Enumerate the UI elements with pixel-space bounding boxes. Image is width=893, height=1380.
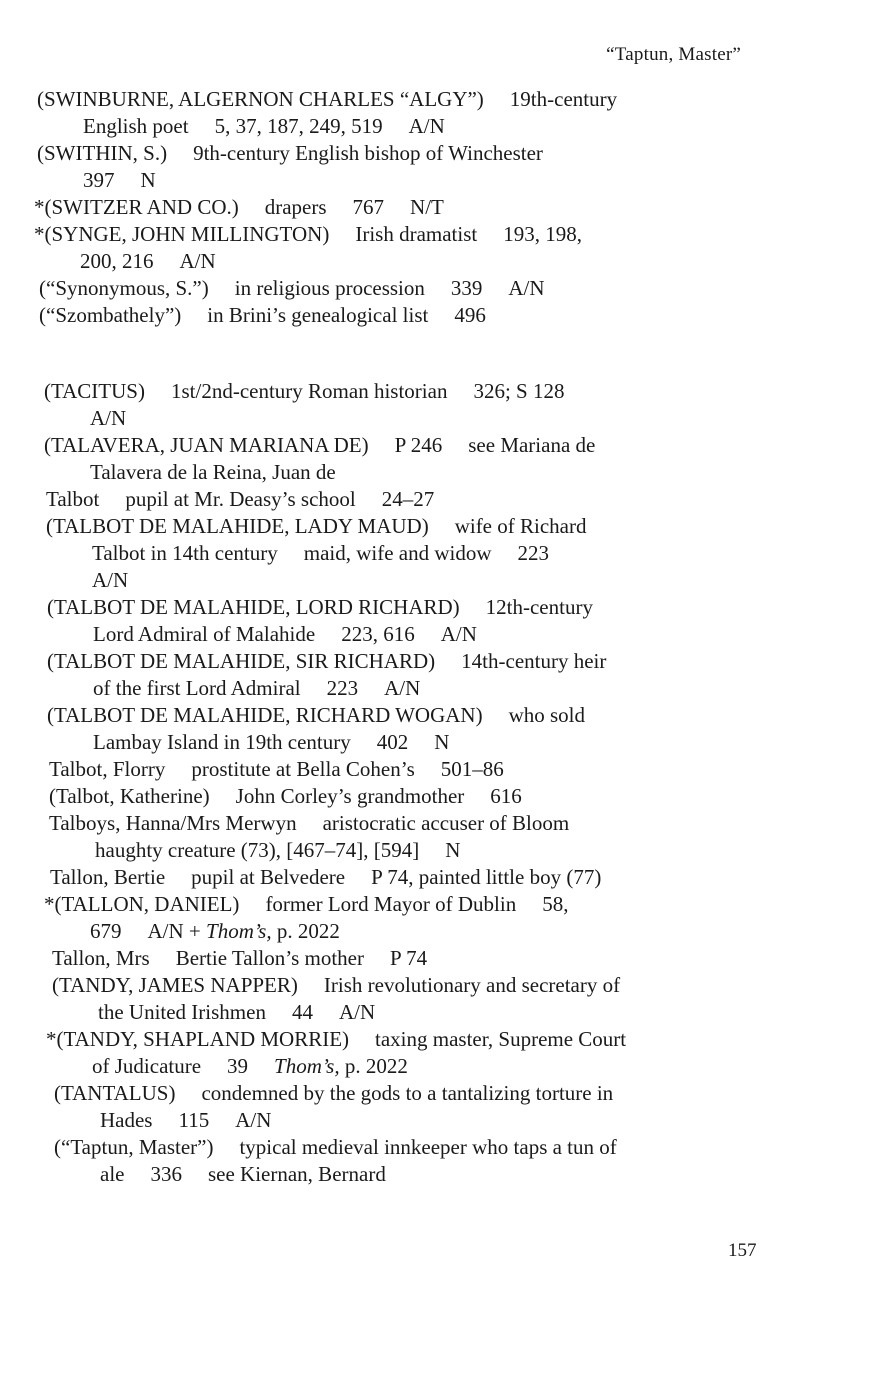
- entry-continuation-line: [47, 621, 893, 648]
- entry-term: 397: [83, 168, 115, 192]
- index-entry: [0, 378, 893, 432]
- entry-continuation-line: [37, 167, 893, 194]
- entry-heading-line: [44, 891, 893, 918]
- entry-heading-line: [46, 1026, 893, 1053]
- entry-field: A/N: [179, 249, 216, 273]
- entry-heading-line: [50, 864, 893, 891]
- index-entry: [0, 486, 893, 513]
- entry-heading-line: [44, 378, 893, 405]
- entry-continuation-line: [46, 540, 893, 567]
- index-entry: [0, 810, 893, 864]
- index-entry: [0, 864, 893, 891]
- entry-field: P 246: [394, 433, 443, 457]
- entry-heading-line: [34, 194, 893, 221]
- index-entry: [0, 1080, 893, 1134]
- entry-heading-line: [39, 302, 893, 329]
- index-entry: [0, 891, 893, 945]
- entry-heading-line: [46, 513, 893, 540]
- entry-term: (TALBOT DE MALAHIDE, RICHARD WOGAN): [47, 703, 483, 727]
- entry-field: condemned by the gods to a tantalizing torture in: [201, 1081, 614, 1105]
- entry-field: N: [140, 168, 156, 192]
- entry-continuation-line: [47, 729, 893, 756]
- entry-term: Hades: [100, 1108, 153, 1132]
- index-section-t: [0, 378, 893, 1188]
- entry-heading-line: [52, 945, 893, 972]
- entry-field: taxing master, Supreme Court: [375, 1027, 627, 1051]
- entry-field: aristocratic accuser of Bloom: [322, 811, 570, 835]
- entry-term: Talbot, Florry: [49, 757, 166, 781]
- entry-field: 767: [352, 195, 385, 219]
- entry-field: in religious procession: [234, 276, 425, 300]
- entry-heading-line: [34, 221, 893, 248]
- entry-continuation-line: [49, 837, 893, 864]
- entry-field: 336: [150, 1162, 182, 1186]
- entry-field: prostitute at Bella Cohen’s: [191, 757, 415, 781]
- entry-term: *(SWITZER AND CO.): [34, 195, 239, 219]
- entry-term: 200, 216: [80, 249, 154, 273]
- entry-field: Thom’s, p. 2022: [274, 1054, 408, 1078]
- entry-heading-line: [52, 972, 893, 999]
- index-section-s: [0, 86, 893, 329]
- entry-field: 39: [227, 1054, 249, 1078]
- entry-term: *(TANDY, SHAPLAND MORRIE): [46, 1027, 350, 1051]
- entry-heading-line: [49, 810, 893, 837]
- index-entry: [0, 275, 893, 302]
- entry-heading-line: [47, 594, 893, 621]
- entry-term: (TALBOT DE MALAHIDE, LADY MAUD): [46, 514, 429, 538]
- entry-term: ale: [100, 1162, 125, 1186]
- entry-field: A/N +: [147, 919, 207, 943]
- entry-continuation-line: [46, 1053, 893, 1080]
- entry-field: 12th-century: [485, 595, 593, 619]
- index-entry: [0, 972, 893, 1026]
- entry-field: who sold: [508, 703, 586, 727]
- entry-field: A/N: [508, 276, 545, 300]
- entry-field: 402: [376, 730, 409, 754]
- entry-heading-line: [39, 275, 893, 302]
- index-entry: [0, 140, 893, 194]
- index-entry: [0, 1026, 893, 1080]
- entry-field: A/N: [384, 676, 421, 700]
- entry-field: P 74: [389, 946, 428, 970]
- entry-heading-line: [49, 756, 893, 783]
- index-entry: [0, 86, 893, 140]
- entry-term: (“Szombathely”): [39, 303, 182, 327]
- entry-field: A/N: [338, 1000, 376, 1024]
- entry-field: drapers: [264, 195, 327, 219]
- index-entry: [0, 221, 893, 275]
- entry-term: (TALBOT DE MALAHIDE, LORD RICHARD): [47, 595, 460, 619]
- entry-term: (TALBOT DE MALAHIDE, SIR RICHARD): [47, 649, 436, 673]
- entry-term: (TACITUS): [44, 379, 145, 403]
- index-entry: [0, 783, 893, 810]
- entry-field: in Brini’s genealogical list: [207, 303, 429, 327]
- index-entry: [0, 432, 893, 486]
- entry-field: 496: [454, 303, 486, 327]
- entry-heading-line: [46, 486, 893, 513]
- entry-field: Bertie Tallon’s mother: [175, 946, 364, 970]
- entry-field: pupil at Mr. Deasy’s school: [125, 487, 356, 511]
- entry-term: *(TALLON, DANIEL): [44, 892, 240, 916]
- entry-continuation-line: [34, 248, 893, 275]
- entry-field: N: [445, 838, 461, 862]
- entry-continuation-line: [54, 1161, 893, 1188]
- entry-heading-line: [37, 86, 893, 113]
- entry-field: 223, 616: [341, 622, 415, 646]
- entry-term: (SWINBURNE, ALGERNON CHARLES “ALGY”): [37, 87, 484, 111]
- italic-title: Thom’s,: [274, 1054, 340, 1078]
- entry-field: 339: [450, 276, 483, 300]
- entry-term: (“Taptun, Master”): [54, 1135, 214, 1159]
- entry-field: P 74, painted little boy (77): [371, 865, 602, 889]
- entry-field: 616: [490, 784, 522, 808]
- entry-field: 1st/2nd-century Roman historian: [170, 379, 448, 403]
- entry-term: English poet: [83, 114, 189, 138]
- entry-term: A/N: [90, 406, 127, 430]
- entry-field: typical medieval innkeeper who taps a tun of: [239, 1135, 617, 1159]
- entry-term: Talbot in 14th century: [92, 541, 278, 565]
- entry-field: see Mariana de: [468, 433, 596, 457]
- entry-field: John Corley’s grandmother: [235, 784, 465, 808]
- entry-field: 326; S 128: [473, 379, 565, 403]
- entry-continuation-line: [54, 1107, 893, 1134]
- entry-field: former Lord Mayor of Dublin: [265, 892, 517, 916]
- entry-term: (“Synonymous, S.”): [39, 276, 209, 300]
- entry-heading-line: [49, 783, 893, 810]
- index-entry: [0, 945, 893, 972]
- entry-field: Irish dramatist: [355, 222, 478, 246]
- entry-field: 9th-century English bishop of Winchester: [193, 141, 543, 165]
- entry-term: Lambay Island in 19th century: [93, 730, 351, 754]
- entry-field: pupil at Belvedere: [191, 865, 346, 889]
- entry-term: (Talbot, Katherine): [49, 784, 210, 808]
- entry-field: Thom’s, p. 2022: [206, 919, 340, 943]
- entry-field: 5, 37, 187, 249, 519: [214, 114, 383, 138]
- index-entry: [0, 648, 893, 702]
- entry-term: Lord Admiral of Malahide: [93, 622, 316, 646]
- entry-continuation-line: [52, 999, 893, 1026]
- page-number: 157: [728, 1240, 757, 1261]
- entry-field: 115: [178, 1108, 210, 1132]
- entry-continuation-line: [37, 113, 893, 140]
- entry-heading-line: [54, 1080, 893, 1107]
- index-entry: [0, 1134, 893, 1188]
- entry-field: A/N: [408, 114, 445, 138]
- index-entry: [0, 594, 893, 648]
- entry-term: (TANTALUS): [54, 1081, 176, 1105]
- entry-term: (TALAVERA, JUAN MARIANA DE): [44, 433, 369, 457]
- italic-title: Thom’s,: [206, 919, 272, 943]
- entry-field: 24–27: [381, 487, 435, 511]
- running-head: “Taptun, Master”: [606, 44, 741, 65]
- index-entry: [0, 513, 893, 594]
- entry-continuation-line: [44, 918, 893, 945]
- entry-field: see Kiernan, Bernard: [207, 1162, 386, 1186]
- entry-heading-line: [44, 432, 893, 459]
- entry-field: A/N: [440, 622, 477, 646]
- entry-term: of the first Lord Admiral: [93, 676, 301, 700]
- entry-term: Tallon, Mrs: [52, 946, 150, 970]
- entry-term: haughty creature (73), [467–74], [594]: [95, 838, 420, 862]
- entry-heading-line: [47, 648, 893, 675]
- entry-continuation-line: [44, 459, 893, 486]
- entry-term: (SWITHIN, S.): [37, 141, 168, 165]
- entry-field: A/N: [235, 1108, 272, 1132]
- entry-field: N/T: [410, 195, 444, 219]
- index-entry: [0, 194, 893, 221]
- entry-field: 223: [326, 676, 359, 700]
- entry-continuation-line: [47, 675, 893, 702]
- entry-term: (TANDY, JAMES NAPPER): [52, 973, 298, 997]
- entry-field: wife of Richard: [454, 514, 587, 538]
- entry-field: 501–86: [440, 757, 504, 781]
- entry-field: 19th-century: [509, 87, 618, 111]
- entry-heading-line: [47, 702, 893, 729]
- entry-heading-line: [37, 140, 893, 167]
- entry-term: of Judicature: [92, 1054, 202, 1078]
- entry-field: Irish revolutionary and secretary of: [323, 973, 621, 997]
- entry-heading-line: [54, 1134, 893, 1161]
- entry-term: Talbot: [46, 487, 100, 511]
- entry-term: A/N: [92, 568, 129, 592]
- entry-field: 193, 198,: [503, 222, 582, 246]
- entry-field: 223: [517, 541, 550, 565]
- entry-field: maid, wife and widow: [303, 541, 492, 565]
- index-entry: [0, 702, 893, 756]
- entry-field: 44: [291, 1000, 313, 1024]
- entry-field: 14th-century heir: [461, 649, 607, 673]
- entry-field: N: [434, 730, 450, 754]
- entry-term: Tallon, Bertie: [50, 865, 166, 889]
- entry-term: the United Irishmen: [98, 1000, 266, 1024]
- entry-term: *(SYNGE, JOHN MILLINGTON): [34, 222, 330, 246]
- entry-continuation-line: [44, 405, 893, 432]
- entry-term: Talavera de la Reina, Juan de: [90, 460, 336, 484]
- index-entry: [0, 756, 893, 783]
- entry-term: 679: [90, 919, 122, 943]
- entry-term: Talboys, Hanna/Mrs Merwyn: [49, 811, 297, 835]
- entry-field: 58,: [542, 892, 569, 916]
- index-entry: [0, 302, 893, 329]
- entry-continuation-line: [46, 567, 893, 594]
